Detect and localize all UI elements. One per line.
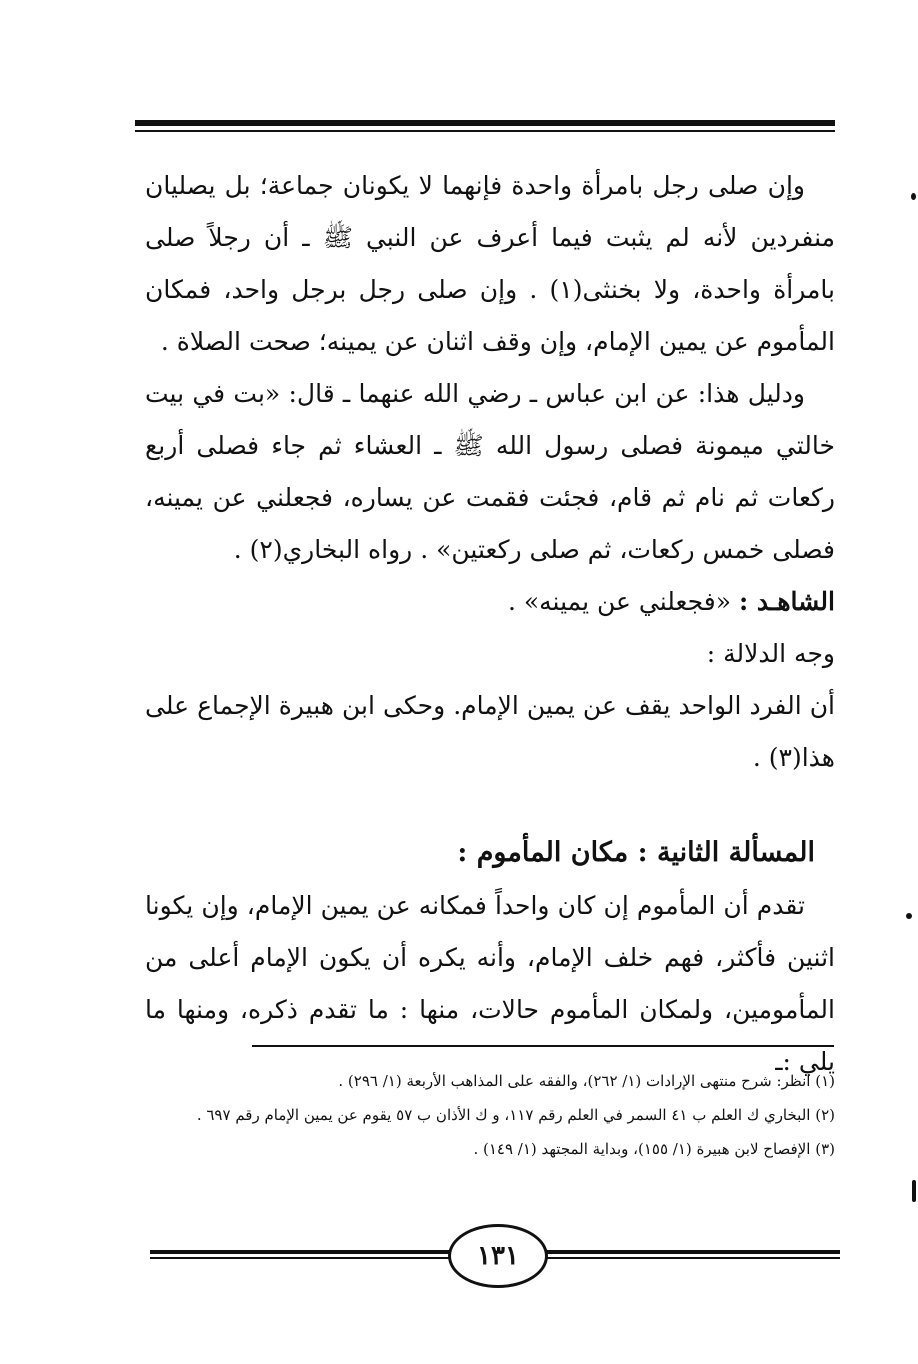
footnote-3: (٣) الإفصاح لابن هبيرة (١/ ١٥٥)، وبداية المجتهد (١/ ١٤٩) . <box>473 1140 835 1158</box>
footer-rule-left-thin <box>150 1257 450 1259</box>
paragraph-3: أن الفرد الواحد يقف عن يمين الإمام. وحكى ابن هبيرة الإجماع على هذا(٣) . <box>145 691 835 772</box>
page-number-text: ١٣١ <box>477 1241 519 1271</box>
footnote-1: (١) انظر: شرح منتهى الإرادات (١/ ٢٦٢)، والفقه على المذاهب الأربعة (١/ ٢٩٦) . <box>338 1072 835 1090</box>
paragraph-2: ودليل هذا: عن ابن عباس ـ رضي الله عنهما ـ قال: «بت في بيت خالتي ميمونة فصلى رسول الله ﷺ ـ العشاء ثم جاء فصلى أربع ركعات ثم نام ثم قام، فجئت فقمت عن يساره، فجعلني عن يمينه، فصلى خمس ركعات، ثم صلى ركعتين» . رواه البخاري(٢) . <box>145 379 835 564</box>
footer-rule-right-thick <box>540 1250 840 1254</box>
page-number <box>448 1224 548 1288</box>
shahid-label: الشاهـد : <box>738 587 835 616</box>
scan-mark-dot <box>912 1180 916 1202</box>
footnote-2: (٢) البخاري ك العلم ب ٤١ السمر في العلم رقم ١١٧، و ك الأذان ب ٥٧ يقوم عن يمين الإمام رقم ٦٩٧ . <box>196 1106 835 1124</box>
section-text <box>145 880 835 1088</box>
footnote-rule <box>252 1045 834 1047</box>
scan-mark-dot <box>906 913 912 919</box>
section-heading: المسألة الثانية : مكان المأموم : <box>457 837 815 868</box>
footer-rule-left-thick <box>150 1250 450 1254</box>
footer-rule-right-thin <box>540 1257 840 1259</box>
scan-mark-dot <box>911 193 916 200</box>
paragraph-1: وإن صلى رجل بامرأة واحدة فإنهما لا يكونان جماعة؛ بل يصليان منفردين لأنه لم يثبت فيما أعرف عن النبي ﷺ ـ أن رجلاً صلى بامرأة واحدة، ولا بخنثى(١) . وإن صلى رجل برجل واحد، فمكان المأموم عن يمين الإمام، وإن وقف اثنان عن يمينه؛ صحت الصلاة . <box>145 171 835 356</box>
footnotes <box>145 1064 835 1166</box>
header-rule-thin <box>135 130 835 132</box>
shahid-line <box>145 576 835 628</box>
shahid-text: «فجعلني عن يمينه» . <box>507 587 731 616</box>
main-text <box>145 160 835 784</box>
header-rule-thick <box>135 120 835 126</box>
paragraph-4: تقدم أن المأموم إن كان واحداً فمكانه عن يمين الإمام، وإن يكونا اثنين فأكثر، فهم خلف الإمام، وأنه يكره أن يكون الإمام أعلى من المأمومين، ولمكان المأموم حالات، منها : ما تقدم ذكره، ومنها ما يلي :ـ <box>145 891 835 1076</box>
dalala-label: وجه الدلالة : <box>706 639 835 668</box>
